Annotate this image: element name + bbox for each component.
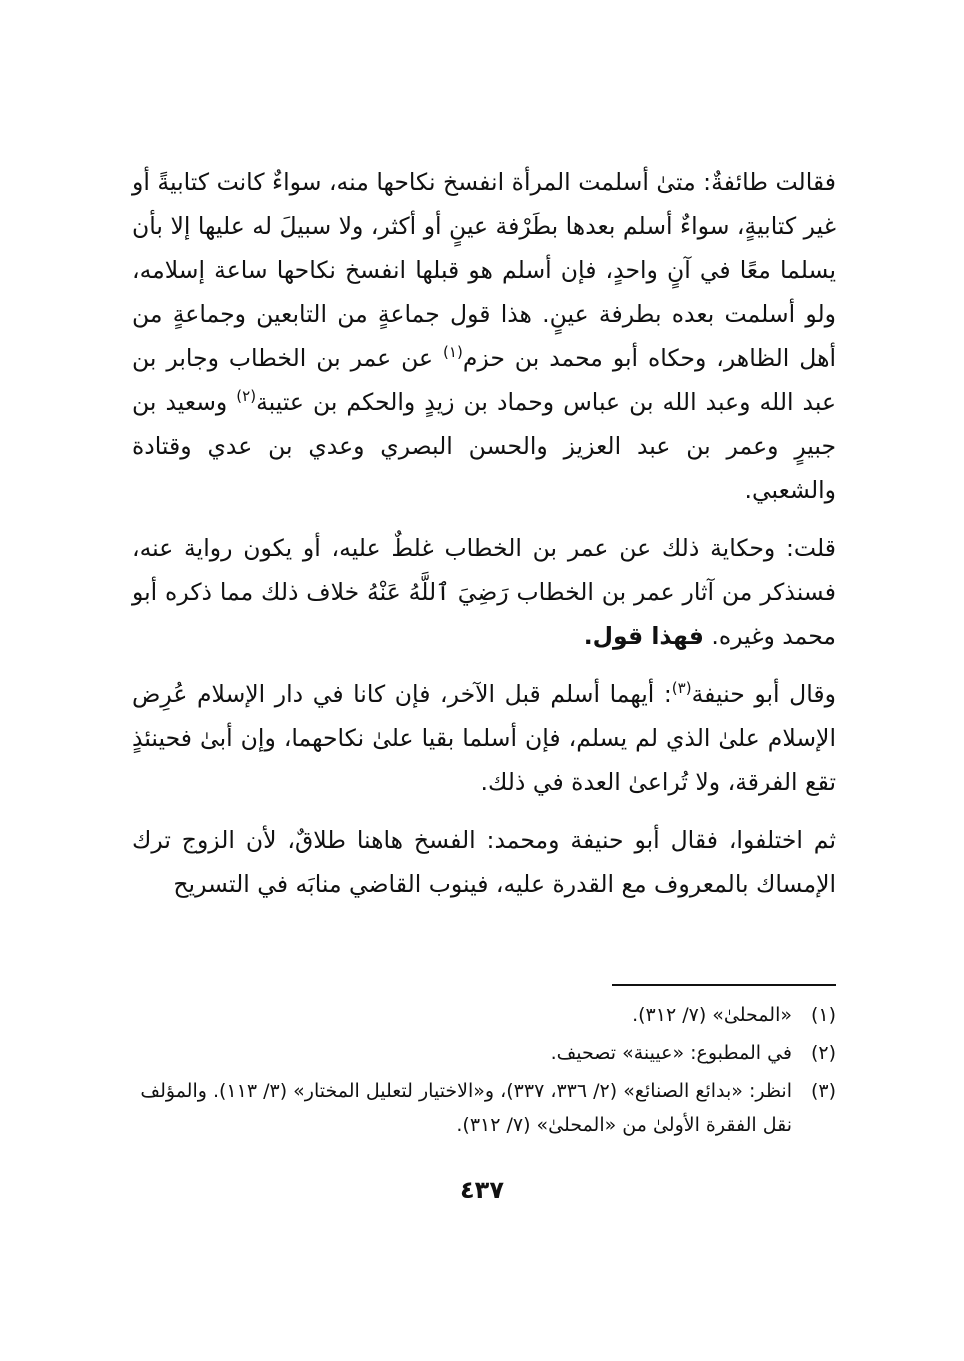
footnote-3 [110,1074,836,1142]
paragraph-2-bold-tail: فهذا قول. [583,622,704,650]
footnote-1 [110,998,836,1032]
paragraph-4-text: ثم اختلفوا، فقال أبو حنيفة ومحمد: الفسخ هاهنا طلاقٌ، لأن الزوج ترك الإمساك بالمعروف مع القدرة عليه، فينوب القاضي منابَه في التسريح [132,826,836,898]
paragraph-4 [132,818,836,906]
paragraph-1 [132,160,836,512]
footnote-ref-3: (٣) [671,679,692,698]
footnote-1-text: «المحلىٰ» (٧/ ٣١٢). [632,1004,792,1026]
footnote-2 [110,1036,836,1070]
page-number: ٤٣٧ [460,1176,504,1204]
footnote-ref-2: (٢) [236,387,257,406]
footnote-2-text: في المطبوع: «عيينة» تصحيف. [550,1042,792,1064]
footnote-separator [612,984,836,986]
footnote-1-number: (١) [810,1004,836,1026]
paragraph-1-text-c: وسعيد بن جبيرٍ وعمر بن عبد العزيز والحسن البصري وعدي بن عدي وقتادة والشعبي. [132,388,836,504]
footnote-ref-1: (١) [443,343,463,362]
paragraph-2-text: قلت: وحكاية ذلك عن عمر بن الخطاب غلطٌ عليه، أو يكون رواية عنه، فسنذكر من آثار عمر بن الخطاب رَضِيَ ٱللَّهُ عَنْهُ خلاف ذلك مما ذكره أبو محمد وغيره. [132,534,836,650]
paragraph-2 [132,526,836,658]
main-text [132,160,836,906]
paragraph-1-text-b: عن عمر بن الخطاب وجابر بن عبد الله وعبد الله بن عباس وحماد بن زيدٍ والحكم بن عتيبة [132,344,836,416]
footnote-3-number: (٣) [810,1080,836,1102]
paragraph-3-text-b: : أيهما أسلم قبل الآخر، فإن كانا في دار الإسلام عُرِض الإسلام علىٰ الذي لم يسلم، فإن أسلما بقيا علىٰ نكاحهما، وإن أبىٰ فحينئذٍ تقع الفرقة، ولا تُراعىٰ العدة في ذلك. [132,680,836,796]
footnote-2-number: (٢) [810,1042,836,1064]
footnote-3-text: انظر: «بدائع الصنائع» (٢/ ٣٣٦، ٣٣٧)، و«الاختيار لتعليل المختار» (٣/ ١١٣). والمؤلف نقل الفقرة الأولىٰ من «المحلىٰ» (٧/ ٣١٢). [140,1080,792,1136]
paragraph-3-text-a: وقال أبو حنيفة [691,680,836,708]
paragraph-1-text-a: فقالت طائفةٌ: متىٰ أسلمت المرأة انفسخ نكاحها منه، سواءٌ كانت كتابيةً أو غير كتابيةٍ، سواءٌ أسلم بعدها بطَرْفة عينٍ أو أكثر، ولا سبيلَ له عليها إلا بأن يسلما معًا في آنٍ واحدٍ، فإن أسلم هو قبلها انفسخ نكاحها ساعة إسلامه، ولو أسلمت بعده بطرفة عينٍ. هذا قول جماعةٍ من التابعين وجماعةٍ من أهل الظاهر، وحكاه أبو محمد بن حزم [132,168,836,372]
footnotes [110,998,836,1146]
paragraph-3 [132,672,836,804]
